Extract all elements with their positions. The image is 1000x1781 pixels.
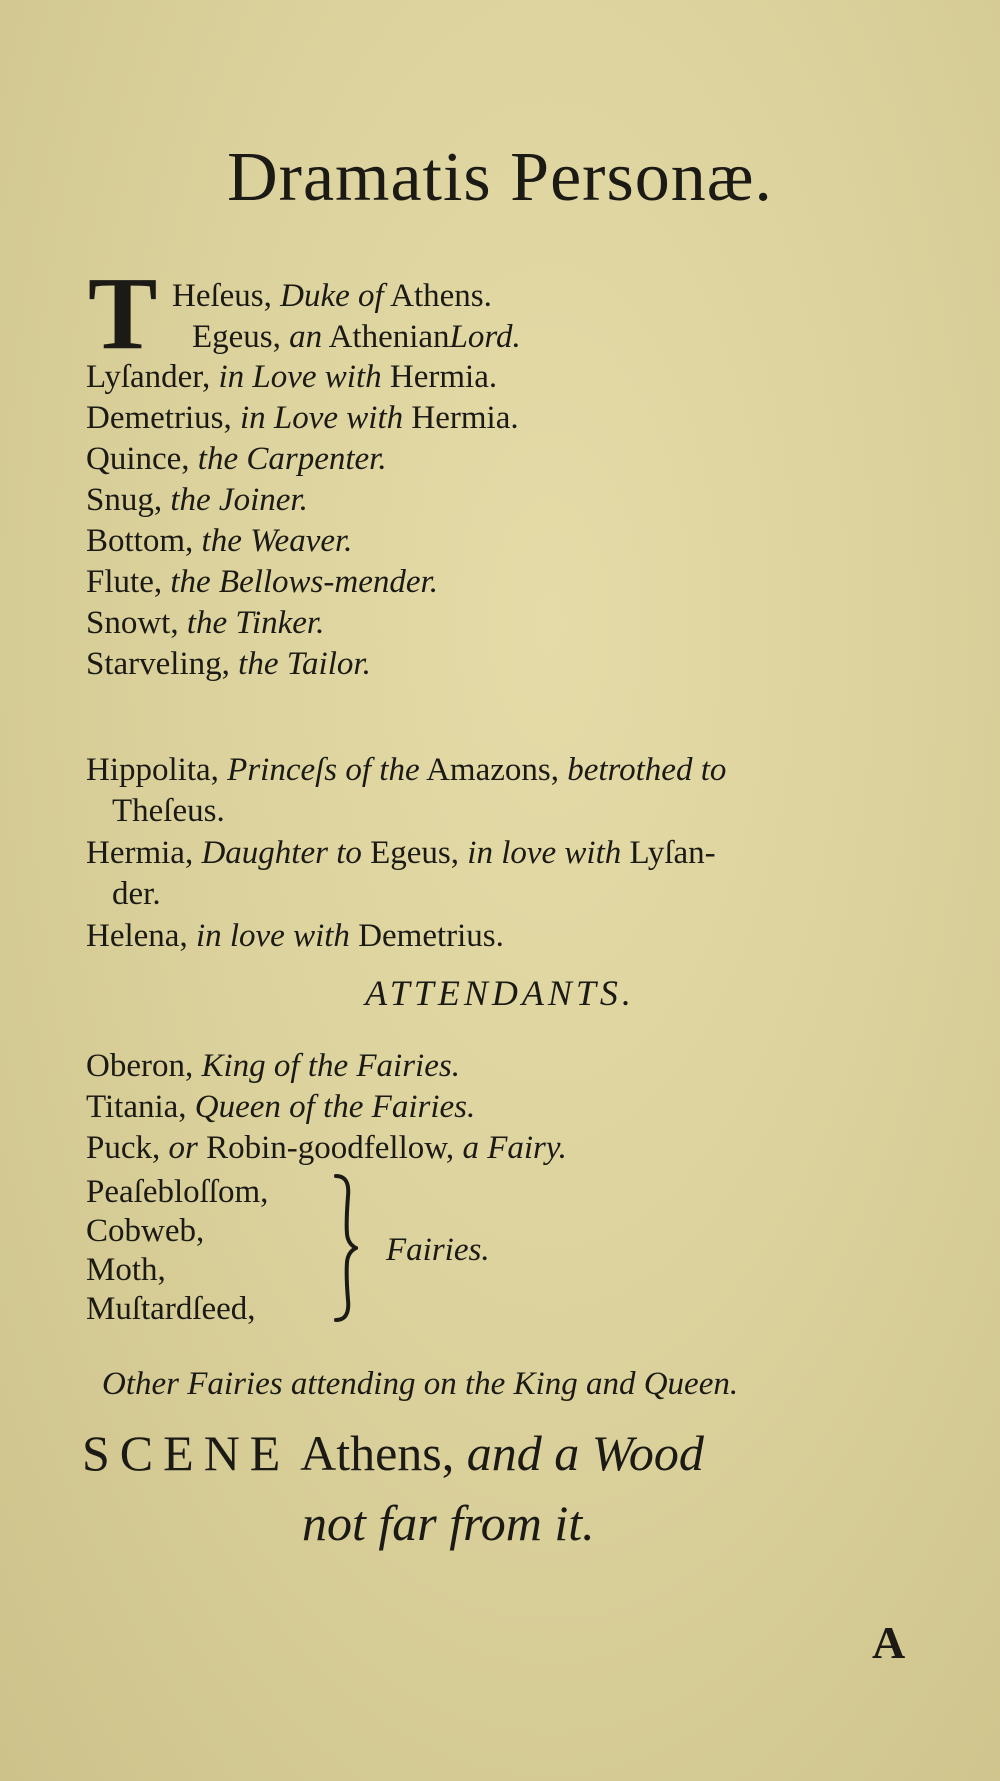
- character-role: an: [289, 319, 323, 355]
- character-role-tail: a Fairy.: [462, 1130, 567, 1166]
- character-role: in love with: [195, 918, 350, 954]
- character-name: Heſeus,: [172, 278, 272, 314]
- character-name: Bottom,: [86, 523, 194, 559]
- character-role-mid: Amazons,: [426, 752, 559, 788]
- fairy-member: Moth,: [86, 1252, 166, 1288]
- character-role-end: Lyſan-: [629, 835, 716, 871]
- other-fairies-line: Other Fairies attending on the King and Queen.: [102, 1366, 739, 1402]
- character-role-tail: Athens.: [390, 278, 492, 314]
- page-title: Dramatis Personæ.: [227, 139, 773, 216]
- cast-line-puck: [86, 1128, 567, 1168]
- character-role: Princeſs of the: [227, 752, 420, 788]
- cast-line-snug: [86, 480, 308, 520]
- character-name: Egeus,: [192, 319, 281, 355]
- character-role: King of the Fairies.: [201, 1048, 460, 1084]
- scene-rest: and a Wood: [466, 1425, 704, 1481]
- character-role: in Love with: [218, 359, 382, 395]
- character-role: the Weaver.: [201, 523, 353, 559]
- cast-line-hermia-cont: der.: [112, 876, 161, 912]
- character-name: Hermia,: [86, 835, 194, 871]
- scene-word: SCENE: [82, 1425, 291, 1481]
- drop-cap: T: [88, 256, 158, 371]
- character-role-tail: in love with: [467, 835, 622, 871]
- character-name: Starveling,: [86, 646, 230, 682]
- character-role-tail: Demetrius.: [358, 918, 504, 954]
- character-role: the Bellows-mender.: [170, 564, 438, 600]
- character-name: Titania,: [86, 1089, 187, 1125]
- character-role-tail: Hermia.: [411, 400, 519, 436]
- cast-line-quince: [86, 439, 387, 479]
- scene-line-cont: not far from it.: [302, 1495, 595, 1551]
- character-name: Hippolita,: [86, 752, 219, 788]
- character-name: Puck,: [86, 1130, 161, 1166]
- cast-line-hippolita: [86, 750, 726, 790]
- character-role: in Love with: [239, 400, 404, 436]
- scene-line: [82, 1424, 704, 1482]
- character-name: Quince,: [86, 441, 190, 477]
- cast-line-demetrius: [86, 398, 519, 438]
- character-name: Helena,: [86, 918, 188, 954]
- cast-line-starveling: [86, 644, 371, 684]
- character-role: the Joiner.: [170, 482, 308, 518]
- character-role: the Tailor.: [238, 646, 371, 682]
- cast-line-lysander: [86, 357, 497, 397]
- character-name: Lyſander,: [86, 359, 211, 395]
- character-role-tail: betrothed to: [567, 752, 727, 788]
- character-role-mid: Athenian: [328, 319, 450, 355]
- character-role: or: [168, 1130, 198, 1166]
- cast-line-hippolita-cont: Theſeus.: [112, 793, 225, 829]
- character-role: Daughter to: [201, 835, 362, 871]
- cast-line-titania: [86, 1087, 475, 1127]
- character-role-tail: Hermia.: [389, 359, 498, 395]
- signature-mark: A: [872, 1617, 906, 1668]
- character-role: Queen of the Fairies.: [194, 1089, 476, 1125]
- character-name: Demetrius,: [86, 400, 232, 436]
- character-role-tail: Lord.: [449, 319, 521, 355]
- cast-line-bottom: [86, 521, 352, 561]
- fairy-member: Cobweb,: [86, 1213, 205, 1249]
- scene-place: Athens,: [300, 1425, 455, 1481]
- cast-line-hermia: [86, 833, 716, 873]
- cast-line-theseus: [172, 276, 492, 316]
- character-name: Snowt,: [86, 605, 179, 641]
- character-name: Snug,: [86, 482, 163, 518]
- character-role: the Carpenter.: [197, 441, 387, 477]
- cast-line-snowt: [86, 603, 324, 643]
- cast-line-flute: [86, 562, 438, 602]
- character-name: Oberon,: [86, 1048, 194, 1084]
- fairy-member: Peaſebloſſom,: [86, 1174, 269, 1210]
- character-role: the Tinker.: [186, 605, 325, 641]
- character-name: Flute,: [86, 564, 163, 600]
- character-role: Duke of: [280, 278, 384, 314]
- fairy-group-label: Fairies.: [386, 1232, 490, 1268]
- cast-line-egeus: [192, 317, 521, 357]
- curly-brace-icon: [330, 1172, 358, 1324]
- cast-line-helena: [86, 916, 504, 956]
- character-role-mid: Robin-goodfellow,: [206, 1130, 455, 1166]
- fairy-member: Muſtardſeed,: [86, 1291, 256, 1327]
- character-role-mid: Egeus,: [370, 835, 460, 871]
- cast-line-oberon: [86, 1046, 460, 1086]
- attendants-heading: ATTENDANTS.: [365, 973, 635, 1013]
